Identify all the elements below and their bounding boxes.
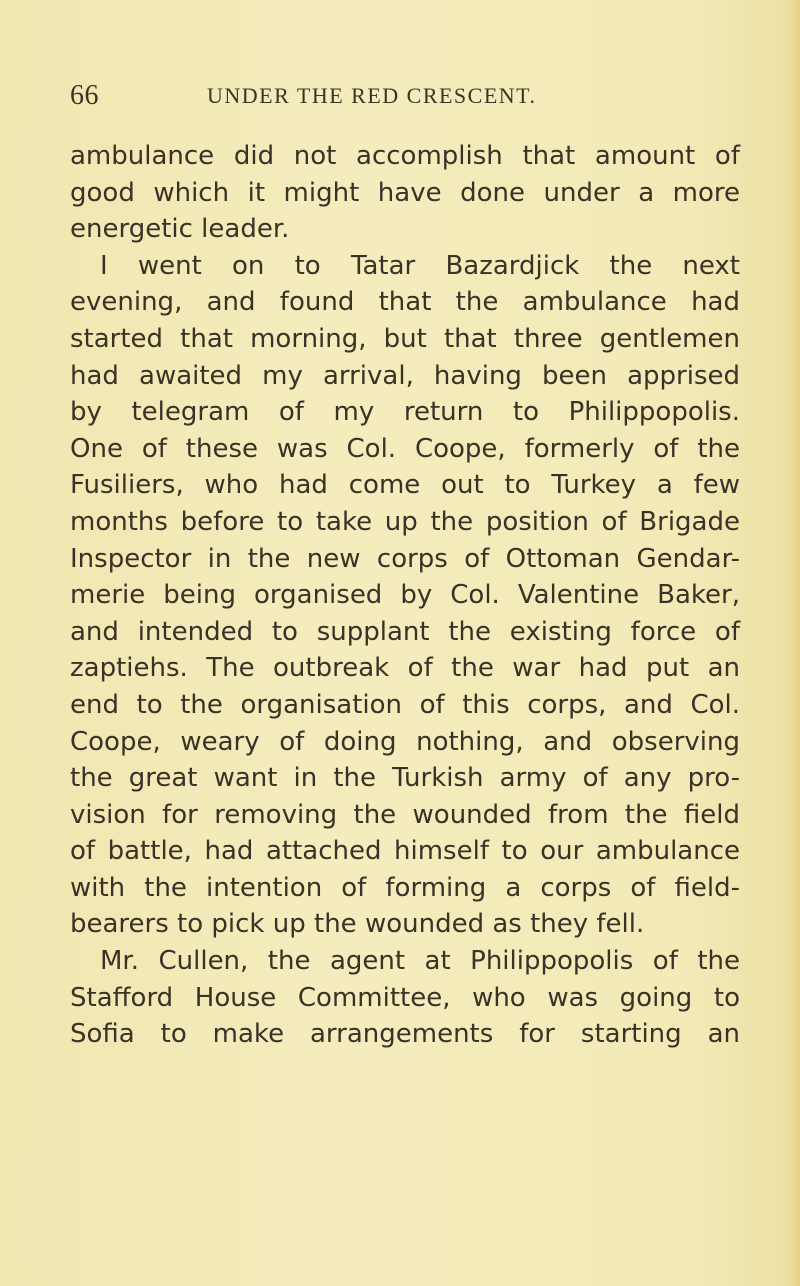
text-line: started that morning, but that three gentlemen	[70, 323, 740, 354]
text-line: Sofia to make arrangements for starting an	[70, 1019, 740, 1050]
text-line: the great want in the Turkish army of any pro-	[70, 763, 740, 794]
text-line: Coope, weary of doing nothing, and observing	[70, 726, 740, 757]
text-line: zaptiehs. The outbreak of the war had put an	[70, 653, 740, 684]
text-line: and intended to supplant the existing force of	[70, 616, 740, 647]
text-line: One of these was Col. Coope, formerly of the	[70, 433, 740, 464]
text-line: vision for removing the wounded from the field	[70, 799, 740, 830]
running-head: UNDER THE RED CRESCENT.	[207, 83, 537, 108]
text-line: Stafford House Committee, who was going to	[70, 982, 740, 1013]
text-line: Mr. Cullen, the agent at Philippopolis of the	[100, 946, 740, 977]
text-line: with the intention of forming a corps of field-	[70, 872, 740, 903]
text-line: I went on to Tatar Bazardjick the next	[100, 250, 740, 281]
text-line: by telegram of my return to Philippopolis.	[70, 397, 740, 428]
text-line: good which it might have done under a more	[70, 177, 740, 208]
text-line: energetic leader.	[70, 214, 290, 245]
body-text	[70, 138, 740, 1053]
text-line: evening, and found that the ambulance had	[70, 287, 740, 318]
text-line: had awaited my arrival, having been apprised	[70, 360, 740, 391]
text-line: bearers to pick up the wounded as they fell.	[70, 909, 645, 940]
page-edge-shadow	[786, 0, 800, 1286]
text-line: end to the organisation of this corps, and Col.	[70, 689, 740, 720]
text-line: merie being organised by Col. Valentine Baker,	[70, 580, 740, 611]
text-line: months before to take up the position of Brigade	[70, 506, 740, 537]
text-line: ambulance did not accomplish that amount of	[70, 141, 740, 171]
text-line: Inspector in the new corps of Ottoman Gendar-	[70, 543, 740, 574]
page-header	[70, 80, 730, 120]
text-line: of battle, had attached himself to our ambulance	[70, 836, 740, 867]
text-line: Fusiliers, who had come out to Turkey a few	[70, 470, 740, 501]
page-number: 66	[70, 80, 99, 111]
